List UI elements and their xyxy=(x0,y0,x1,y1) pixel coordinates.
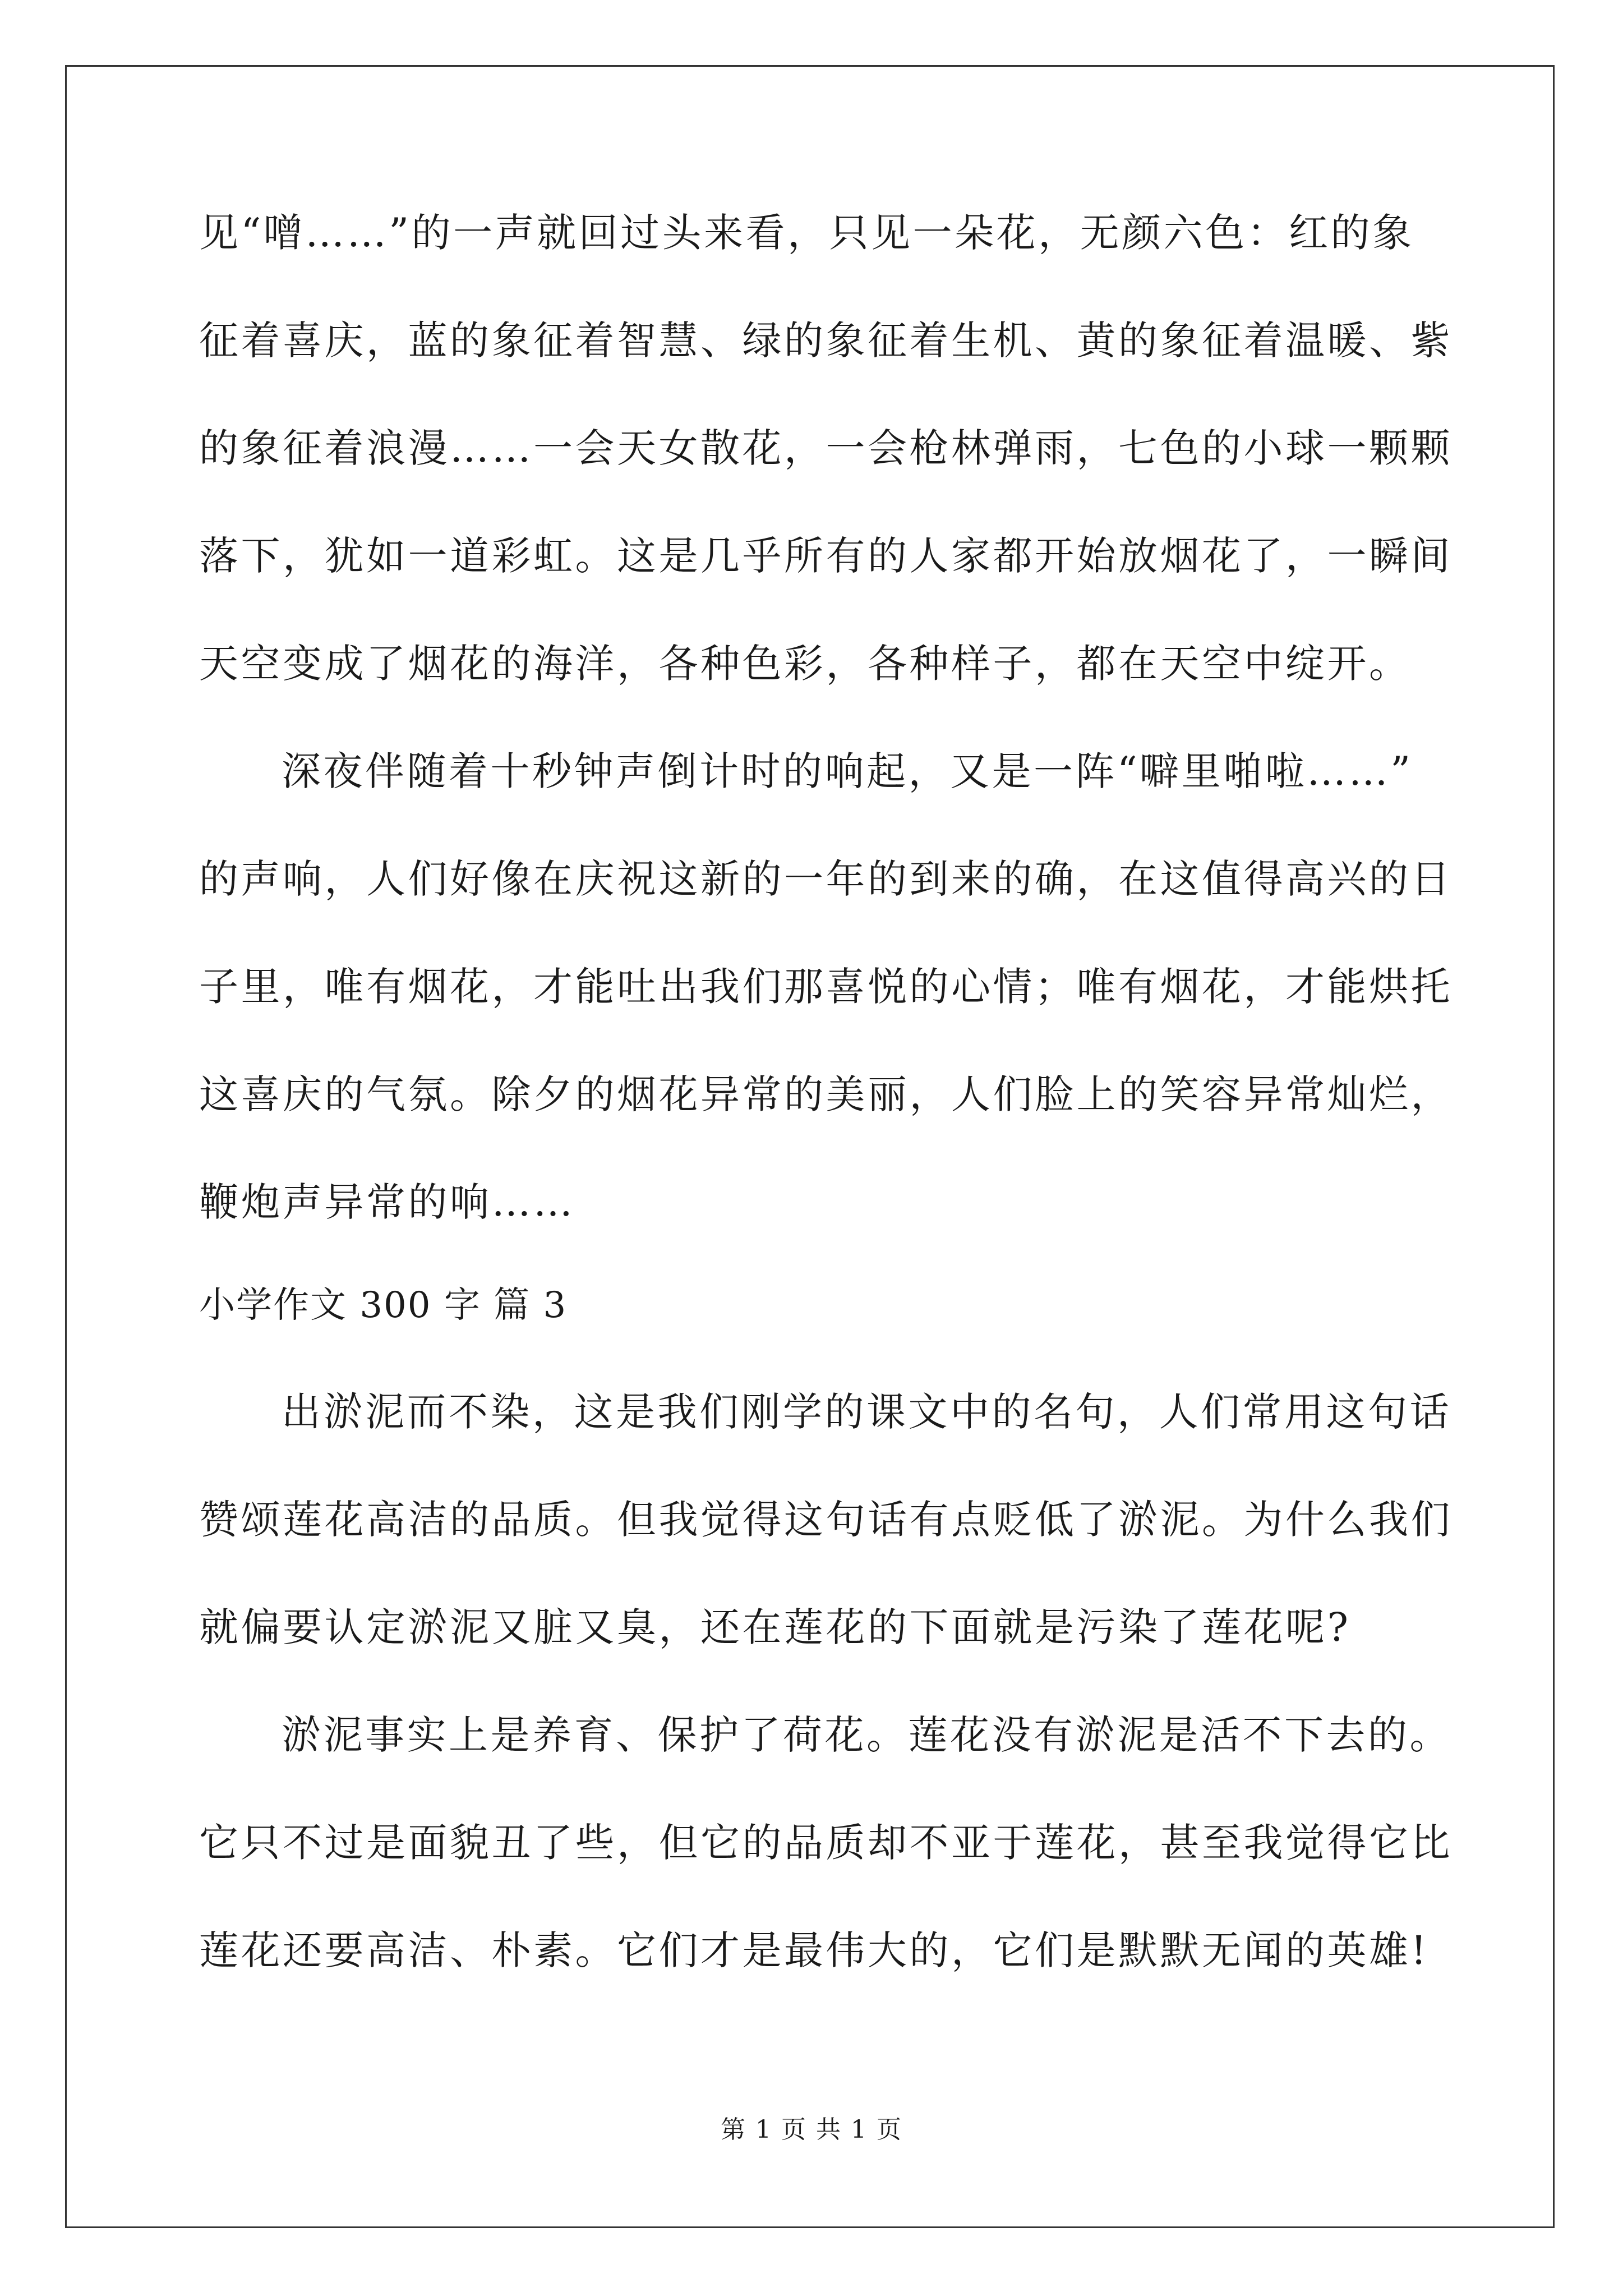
page-footer: 第 1 页 共 1 页 xyxy=(721,2115,902,2144)
section-heading: 小学作文 300 字 篇 3 xyxy=(199,1285,568,1326)
text-line: 它只不过是面貌丑了些，但它的品质却不亚于莲花，甚至我觉得它比 xyxy=(199,1820,1453,1866)
text-line: 的声响，人们好像在庆祝这新的一年的到来的确，在这值得高兴的日 xyxy=(199,856,1453,902)
text-line: 赞颂莲花高洁的品质。但我觉得这句话有点贬低了淤泥。为什么我们 xyxy=(199,1497,1453,1543)
text-line: 的象征着浪漫……一会天女散花，一会枪林弹雨，七色的小球一颗颗 xyxy=(199,425,1453,471)
text-line: 落下，犹如一道彩虹。这是几乎所有的人家都开始放烟花了，一瞬间 xyxy=(199,533,1453,579)
text-line: 就偏要认定淤泥又脏又臭，还在莲花的下面就是污染了莲花呢? xyxy=(199,1604,1351,1650)
text-line: 征着喜庆，蓝的象征着智慧、绿的象征着生机、黄的象征着温暖、紫 xyxy=(199,318,1453,364)
paragraph-start-line: 淤泥事实上是养育、保护了荷花。莲花没有淤泥是活不下去的。 xyxy=(282,1712,1451,1758)
paragraph-start-line: 深夜伴随着十秒钟声倒计时的响起，又是一阵“噼里啪啦……” xyxy=(282,748,1413,794)
text-line: 鞭炮声异常的响…… xyxy=(199,1179,575,1225)
text-line: 天空变成了烟花的海洋，各种色彩，各种样子，都在天空中绽开。 xyxy=(199,641,1411,687)
page-border xyxy=(65,65,1555,2228)
text-line: 子里，唯有烟花，才能吐出我们那喜悦的心情；唯有烟花，才能烘托 xyxy=(199,964,1453,1010)
text-line: 莲花还要高洁、朴素。它们才是最伟大的，它们是默默无闻的英雄! xyxy=(199,1927,1430,1973)
paragraph-start-line: 出淤泥而不染，这是我们刚学的课文中的名句，人们常用这句话 xyxy=(282,1389,1451,1435)
text-line: 这喜庆的气氛。除夕的烟花异常的美丽，人们脸上的笑容异常灿烂， xyxy=(199,1071,1453,1117)
text-line: 见“噌……”的一声就回过头来看，只见一朵花，无颜六色：红的象 xyxy=(199,210,1414,256)
